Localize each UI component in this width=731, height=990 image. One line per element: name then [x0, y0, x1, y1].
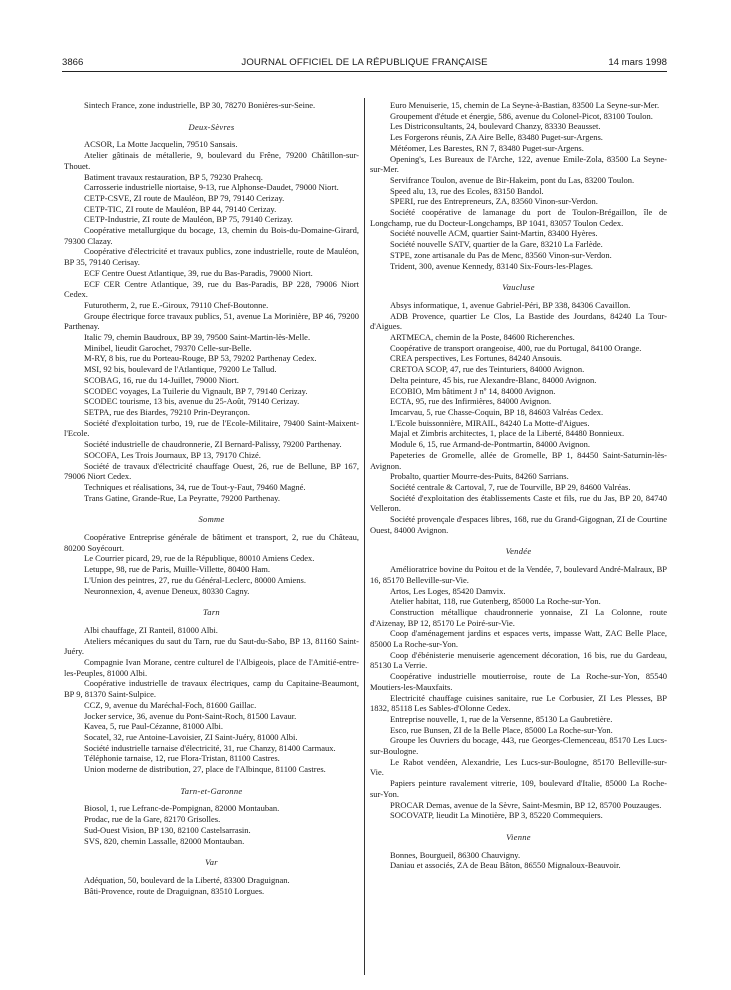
organization-entry: Prodac, rue de la Gare, 82170 Grisolles. [84, 814, 221, 825]
organization-entry: Electricité chauffage cuisines sanitaire, rue Le Corbusier, ZI Les Plesses, BP 1832, 85118 Les Sables-d'Olonne Cedex. [370, 692, 667, 714]
organization-entry: STPE, zone artisanale du Pas de Menc, 83560 Vinon-sur-Verdon. [390, 249, 612, 260]
organization-entry: Jocker service, 36, avenue du Pont-Saint-Roch, 81500 Lavaur. [84, 710, 297, 721]
organization-entry: Servifrance Toulon, avenue de Bir-Hakeim, pont du Las, 83200 Toulon. [390, 174, 635, 185]
organization-entry: SOCOVATP, lieudit La Minotière, BP 3, 85220 Commequiers. [390, 810, 603, 821]
organization-entry: CREA perspectives, Les Fortunes, 84240 Ansouis. [390, 353, 562, 364]
organization-entry: Sud-Ouest Vision, BP 130, 82100 Castelsarrasin. [84, 824, 251, 835]
organization-entry: Compagnie Ivan Morane, centre culturel de l'Albigeois, place de l'Amitié-entre-les-Peuples, 81000 Albi. [64, 657, 359, 678]
department-heading: Var [205, 857, 218, 868]
right-column [370, 100, 667, 871]
department-heading: Vaucluse [502, 282, 535, 293]
organization-entry: Société centrale & Cartoval, 7, rue de Tourville, BP 29, 84600 Valréas. [390, 481, 631, 492]
department-heading: Tarn [203, 607, 220, 618]
organization-entry: L'Union des peintres, 27, rue du Général-Leclerc, 80000 Amiens. [84, 574, 306, 585]
organization-entry: Albi chauffage, ZI Ranteil, 81000 Albi. [84, 624, 218, 635]
organization-entry: Artos, Les Loges, 85420 Damvix. [390, 585, 506, 596]
organization-entry: Socatel, 32, rue Antoine-Lavoisier, ZI Saint-Juéry, 81000 Albi. [84, 731, 298, 742]
department-heading: Tarn-et-Garonne [180, 785, 243, 796]
organization-entry: ECF Centre Ouest Atlantique, 39, rue du Bas-Paradis, 79000 Niort. [84, 267, 313, 278]
organization-entry: Euro Menuiserie, 15, chemin de La Seyne-à-Bastian, 83500 La Seyne-sur-Mer. [390, 100, 660, 110]
organization-entry: CCZ, 9, avenue du Maréchal-Foch, 81600 Gaillac. [84, 699, 257, 710]
organization-entry: ECTA, 95, rue des Infirmières, 84000 Avignon. [390, 396, 552, 407]
organization-entry: Italic 79, chemin Baudroux, BP 39, 79500 Saint-Martin-lès-Melle. [84, 332, 311, 343]
organization-entry: Société nouvelle SATV, quartier de la Gare, 83210 La Farlède. [390, 239, 603, 250]
organization-entry: SVS, 820, chemin Lassalle, 82000 Montauban. [84, 835, 245, 846]
organization-entry: Société provençale d'espaces libres, 168, rue du Grand-Gigognan, ZI de Courtine Ouest, 84000 Avignon. [370, 514, 667, 535]
organization-entry: Neuronnexion, 4, avenue Deneux, 80330 Cagny. [84, 585, 250, 596]
organization-entry: ADB Provence, quartier Le Clos, La Bastide des Jourdans, 84240 La Tour-d'Aigues. [370, 310, 667, 332]
organization-entry: SCOBAG, 16, rue du 14-Juillet, 79000 Niort. [84, 374, 239, 385]
organization-entry: Coopérative metallurgique du bocage, 13, chemin du Bois-du-Domaine-Girard, 79300 Clazay. [64, 225, 359, 246]
organization-entry: Biosol, 1, rue Lefranc-de-Pompignan, 82000 Montauban. [84, 803, 280, 814]
organization-entry: Entreprise nouvelle, 1, rue de la Versenne, 85130 La Gaubretière. [390, 713, 613, 724]
organization-entry: Trans Gatine, Grande-Rue, La Peyratte, 79200 Parthenay. [84, 492, 280, 503]
organization-entry: Le Courrier picard, 29, rue de la République, 80010 Amiens Cedex. [84, 553, 315, 564]
organization-entry: SETPA, rue des Biardes, 79210 Prin-Deyrançon. [84, 406, 250, 417]
organization-entry: L'Ecole buissonnière, MIRAIL, 84240 La Motte-d'Aigues. [390, 417, 590, 428]
organization-entry: Météomer, Les Barestes, RN 7, 83480 Puget-sur-Argens. [390, 142, 584, 153]
organization-entry: Atelier habitat, 118, rue Gutenberg, 85000 La Roche-sur-Yon. [390, 596, 601, 607]
organization-entry: ARTMECA, chemin de la Poste, 84600 Richerenches. [390, 332, 575, 343]
organization-entry: CETP-CSVE, ZI route de Mauléon, BP 79, 79140 Cerizay. [84, 192, 285, 203]
organization-entry: ECOBIO, Mm bâtiment J nº 14, 84000 Avignon. [390, 385, 556, 396]
organization-entry: CETP-TIC, ZI route de Mauléon, BP 44, 79140 Cerizay. [84, 203, 277, 214]
organization-entry: Esco, rue Bunsen, ZI de la Belle Place, 85000 La Roche-sur-Yon. [390, 724, 613, 735]
organization-entry: Majal et Zimbris architectes, 1, place de la Liberté, 84480 Bonnieux. [390, 428, 625, 439]
organization-entry: Adéquation, 50, boulevard de la Liberté, 83300 Draguignan. [84, 875, 290, 885]
header-rule [62, 71, 667, 72]
organization-entry: Groupe électrique force travaux publics, 51, avenue La Morinière, BP 46, 79200 Parthenay. [64, 310, 359, 332]
organization-entry: Futurotherm, 2, rue E.-Giroux, 79110 Chef-Boutonne. [84, 299, 269, 310]
organization-entry: Atelier gâtinais de métallerie, 9, boulevard du Frêne, 79200 Châtillon-sur-Thouet. [64, 150, 359, 171]
organization-entry: Société d'exploitation turbo, 19, rue de l'Ecole-Militaire, 79400 Saint-Maixent-l'Ecole. [64, 417, 359, 439]
organization-entry: Bonnes, Bourgueil, 86300 Chauvigny. [390, 849, 521, 860]
organization-entry: Le Rabot vendéen, Alexandrie, Les Lucs-sur-Boulogne, 85170 Belleville-sur-Vie. [370, 756, 667, 778]
organization-entry: Module 6, 15, rue Armand-de-Pontmartin, 84000 Avignon. [390, 439, 591, 450]
organization-entry: Imcarvau, 5, rue Chasse-Coquin, BP 18, 84603 Valréas Cedex. [390, 406, 604, 417]
organization-entry: Coopérative industrielle de travaux électriques, camp du Capitaine-Beaumont, BP 9, 81370 Saint-Sulpice. [64, 678, 359, 700]
organization-entry: Sintech France, zone industrielle, BP 30, 78270 Bonières-sur-Seine. [84, 100, 316, 110]
organization-entry: Coopérative de transport orangeoise, 400, rue du Portugal, 84100 Orange. [390, 342, 642, 353]
journal-title: JOURNAL OFFICIEL DE LA RÉPUBLIQUE FRANÇAISE [241, 57, 488, 68]
organization-entry: ACSOR, La Motte Jacquelin, 79510 Sansais. [84, 139, 238, 150]
organization-entry: Techniques et réalisations, 34, rue de Tout-y-Faut, 79460 Magné. [84, 481, 306, 492]
organization-entry: Delta peinture, 45 bis, rue Alexandre-Blanc, 84000 Avignon. [390, 374, 597, 385]
organization-entry: SCODEC voyages, La Tuilerie du Vignault, BP 7, 79140 Cerizay. [84, 385, 308, 396]
department-heading: Somme [198, 514, 225, 525]
organization-entry: Société industrielle tarnaise d'électricité, 31, rue Chanzy, 81400 Carmaux. [84, 742, 336, 753]
organization-entry: Kavea, 5, rue Paul-Cézanne, 81000 Albi. [84, 721, 224, 732]
organization-entry: Amélioratrice bovine du Poitou et de la Vendée, 7, boulevard André-Malraux, BP 16, 85170 Belleville-sur-Vie. [370, 564, 667, 585]
organization-entry: Batiment travaux restauration, BP 5, 79230 Prahecq. [84, 171, 263, 182]
issue-date: 14 mars 1998 [608, 57, 667, 68]
organization-entry: CETP-Industrie, ZI route de Mauléon, BP 75, 79140 Cerizay. [84, 214, 293, 225]
organization-entry: Bâti-Provence, route de Draguignan, 83510 Lorgues. [84, 885, 265, 896]
organization-entry: Société industrielle de chaudronnerie, ZI Bernard-Palissy, 79200 Parthenay. [84, 439, 342, 450]
organization-entry: M-RY, 8 bis, rue du Porteau-Rouge, BP 53, 79202 Parthenay Cedex. [84, 353, 317, 364]
running-header [62, 56, 667, 70]
left-column [64, 100, 359, 896]
organization-entry: ECF CER Centre Atlantique, 39, rue du Bas-Paradis, BP 228, 79006 Niort Cedex. [64, 278, 359, 300]
organization-entry: Carrosserie industrielle niortaise, 9-13, rue Alphonse-Daudet, 79000 Niort. [84, 182, 339, 193]
organization-entry: Société de travaux d'électricité chauffage Ouest, 26, rue de Bellune, BP 167, 79006 Niort Cedex. [64, 460, 359, 482]
department-heading: Vendée [505, 546, 532, 557]
organization-entry: Coopérative d'électricité et travaux publics, zone industrielle, route de Mauléon, BP 35, 79140 Cerisay. [64, 246, 359, 268]
column-divider [364, 98, 365, 975]
organization-entry: Letuppe, 98, rue de Paris, Muille-Villette, 80400 Ham. [84, 564, 270, 575]
organization-entry: Speed alu, 13, rue des Ecoles, 83150 Bandol. [390, 185, 544, 196]
organization-entry: Probalto, quartier Mourre-des-Puits, 84260 Sarrians. [390, 471, 569, 482]
department-heading: Vienne [506, 832, 531, 842]
organization-entry: CRETOA SCOP, 47, rue des Teinturiers, 84000 Avignon. [390, 364, 585, 375]
organization-entry: Papeteries de Gromelle, allée de Gromelle, BP 1, 84450 Saint-Saturnin-lès-Avignon. [370, 449, 667, 471]
organization-entry: Absys informatique, 1, avenue Gabriel-Péri, BP 338, 84306 Cavaillon. [390, 299, 631, 310]
organization-entry: Société d'exploitation des établissements Caste et fils, rue du Jas, BP 20, 84740 Velleron. [370, 492, 667, 514]
organization-entry: Coopérative Entreprise générale de bâtiment et transport, 2, rue du Château, 80200 Soyécourt. [64, 532, 359, 553]
organization-entry: Opening's, Les Bureaux de l'Arche, 122, avenue Emile-Zola, 83500 La Seyne-sur-Mer. [370, 153, 667, 175]
organization-entry: Daniau et associés, ZA de Beau Bâton, 86550 Mignaloux-Beauvoir. [390, 860, 621, 871]
organization-entry: SPERI, rue des Entrepreneurs, ZA, 83560 Vinon-sur-Verdon. [390, 196, 598, 207]
organization-entry: Papiers peinture ravalement vitrerie, 109, boulevard d'Italie, 85000 La Roche-sur-Yon. [370, 778, 667, 799]
organization-entry: Coop d'ébénisterie menuiserie agencement décoration, 16 bis, rue du Gardeau, 85130 La Verrie. [370, 649, 667, 671]
organization-entry: Groupement d'étude et énergie, 586, avenue du Colonel-Picot, 83100 Toulon. [390, 110, 653, 121]
organization-entry: Construction métallique chaudronnerie yonnaise, ZI La Colonne, route d'Aizenay, BP 12, 85170 Le Poiré-sur-Vie. [370, 606, 667, 628]
organization-entry: Société nouvelle ACM, quartier Saint-Martin, 83400 Hyères. [390, 228, 598, 239]
organization-entry: Coopérative industrielle moutierroise, route de La Roche-sur-Yon, 85540 Moutiers-les-Mauxfaits. [370, 671, 667, 692]
organization-entry: Groupe les Ouvriers du bocage, 443, rue Georges-Clemenceau, 85170 Les Lucs-sur-Boulogne. [370, 735, 667, 757]
organization-entry: Minibel, lieudit Garochet, 79370 Celle-sur-Belle. [84, 342, 252, 353]
organization-entry: Ateliers mécaniques du saut du Tarn, rue du Saut-du-Sabo, BP 13, 81160 Saint-Juéry. [64, 635, 359, 657]
organization-entry: PROCAR Demas, avenue de la Sèvre, Saint-Mesmin, BP 12, 85700 Pouzauges. [390, 799, 662, 810]
organization-entry: MSI, 92 bis, boulevard de l'Atlantique, 79200 Le Tallud. [84, 364, 277, 375]
organization-entry: Société coopérative de lamanage du port de Toulon-Brégaillon, île de Longchamp, rue du Docteur-Longchamps, BP 1041, 83057 Toulon Cedex. [370, 207, 667, 228]
organization-entry: Les Forgerons réunis, ZA Aire Belle, 83480 Puget-sur-Argens. [390, 132, 603, 143]
organization-entry: Les Districonsultants, 24, boulevard Chanzy, 83330 Beausset. [390, 121, 601, 132]
organization-entry: Coop d'aménagement jardins et espaces verts, impasse Watt, ZAC Belle Place, 85000 La Roche-sur-Yon. [370, 628, 667, 650]
department-heading: Deux-Sèvres [188, 121, 235, 132]
organization-entry: Trident, 300, avenue Kennedy, 83140 Six-Fours-les-Plages. [390, 260, 593, 271]
organization-entry: Téléphonie tarnaise, 12, rue Flora-Tristan, 81100 Castres. [84, 753, 280, 764]
organization-entry: SOCOFA, Les Trois Journaux, BP 13, 79170 Chizé. [84, 449, 261, 460]
page-number: 3866 [62, 57, 84, 68]
organization-entry: SCODEC tourisme, 13 bis, avenue du 25-Août, 79140 Cerizay. [84, 396, 300, 407]
organization-entry: Union moderne de distribution, 27, place de l'Albinque, 81100 Castres. [84, 764, 326, 775]
